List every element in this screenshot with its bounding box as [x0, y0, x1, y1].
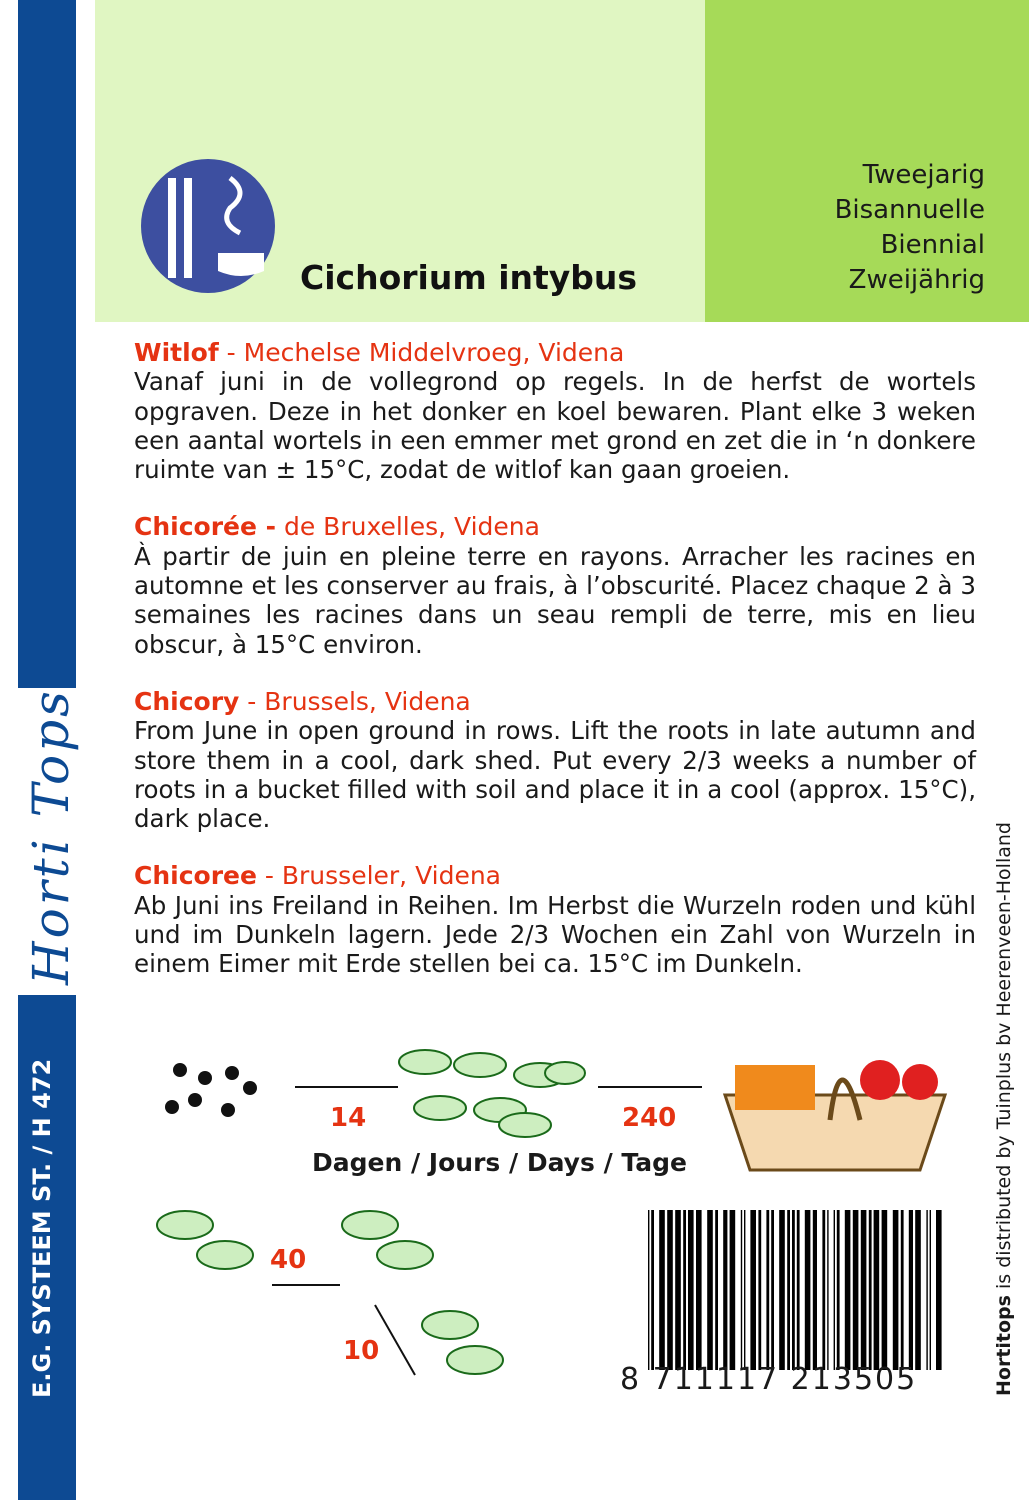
barcode-bar [930, 1210, 931, 1370]
plant-spacing: 10 [343, 1336, 380, 1366]
barcode-bar [834, 1210, 835, 1370]
barcode-bar [827, 1210, 828, 1370]
barcode-bar [792, 1210, 795, 1370]
barcode-bar [893, 1210, 899, 1370]
barcode [648, 1210, 944, 1370]
section-subtitle: - Brusseler, Videna [256, 861, 501, 891]
side-strip-top [18, 0, 76, 688]
barcode-bar [771, 1210, 774, 1370]
section-text: Ab Juni ins Freiland in Reihen. Im Herbst die Wurzeln roden und kühl und im Dunkeln lagern. Jede 2/3 Wochen ein Zahl von Wurzeln in einem Eimer mit Erde stellen bei ca. 15°C im Dunkeln. [134, 890, 976, 979]
barcode-bar [651, 1210, 654, 1370]
barcode-bar [845, 1210, 851, 1370]
barcode-bar [853, 1210, 859, 1370]
barcode-bar [659, 1210, 665, 1370]
section-subtitle: - Brussels, Videna [239, 686, 471, 716]
barcode-bar [909, 1210, 913, 1370]
barcode-bar [874, 1210, 880, 1370]
barcode-bar [882, 1210, 888, 1370]
barcode-number: 8 711117 213505 [620, 1362, 918, 1397]
barcode-bar [936, 1210, 942, 1370]
barcode-bar [730, 1210, 736, 1370]
germination-days: 14 [330, 1103, 367, 1133]
distributor-brand: Hortitops [993, 1295, 1015, 1396]
barcode-bar [837, 1210, 840, 1370]
barcode-bar [926, 1210, 927, 1370]
barcode-bar [667, 1210, 673, 1370]
lifecycle-fr: Bisannuelle [834, 195, 985, 225]
section-subtitle: de Bruxelles, Videna [276, 512, 540, 542]
section-en [134, 687, 976, 833]
barcode-bar [901, 1210, 904, 1370]
barcode-bar [696, 1210, 702, 1370]
plants-icon [157, 1211, 503, 1374]
barcode-bar [744, 1210, 745, 1370]
barcode-bar [915, 1210, 921, 1370]
barcode-bar [758, 1210, 761, 1370]
barcode-bar [723, 1210, 727, 1370]
section-title: Chicory [134, 686, 240, 716]
lifecycle-list [835, 158, 985, 298]
system-code: E.G. SYSTEEM ST. / H 472 [28, 1058, 56, 1398]
distributor-text: is distributed by Tuinplus bv Heerenveen-Holland [993, 822, 1015, 1296]
instructions [134, 338, 976, 1007]
harvest-days: 240 [622, 1103, 677, 1133]
section-text: Vanaf juni in de vollegrond op regels. In de herfst de wortels opgraven. Deze in het donker en koel bewaren. Plant elke 3 weken een aantal wortels in een emmer met grond en zet die in ‘n donkere ruimte van ± 15°C, zodat de witlof kan gaan groeien. [134, 367, 976, 485]
barcode-bar [822, 1210, 825, 1370]
kitchen-use-icon [140, 158, 276, 294]
barcode-bar [741, 1210, 742, 1370]
brand-logo: Horti Tops [22, 688, 80, 985]
lifecycle-de: Zweijährig [848, 265, 985, 295]
distributor-note [993, 822, 1015, 1396]
section-title: Chicorée - [134, 512, 277, 542]
seeds-icon [165, 1063, 257, 1117]
section-fr [134, 512, 976, 658]
section-de [134, 861, 976, 978]
barcode-bar [683, 1210, 686, 1370]
latin-name: Cichorium intybus [300, 258, 638, 297]
section-title: Witlof [134, 338, 219, 367]
lifecycle-en: Biennial [880, 230, 985, 260]
barcode-bar [813, 1210, 817, 1370]
seedlings-icon [399, 1050, 585, 1137]
barcode-bar [869, 1210, 872, 1370]
barcode-bar [675, 1210, 681, 1370]
section-text: From June in open ground in rows. Lift the roots in late autumn and store them in a cool, dark shed. Put every 2/3 weeks a number of roots in a bucket filled with soil and place it in a cool (approx. 15°C), dark place. [134, 716, 976, 834]
barcode-bar [750, 1210, 756, 1370]
row-spacing: 40 [270, 1245, 307, 1275]
lifecycle-nl: Tweejarig [862, 160, 985, 190]
days-label: Dagen / Jours / Days / Tage [312, 1148, 687, 1177]
section-nl [134, 338, 976, 484]
section-title: Chicoree [134, 861, 257, 891]
section-subtitle: - Mechelse Middelvroeg, Videna [218, 338, 625, 367]
barcode-bar [688, 1210, 694, 1370]
barcode-bar [766, 1210, 769, 1370]
barcode-bar [861, 1210, 867, 1370]
harvest-basket-icon [725, 1060, 945, 1170]
barcode-bar [648, 1210, 649, 1370]
barcode-bar [805, 1210, 811, 1370]
section-text: À partir de juin en pleine terre en rayons. Arracher les racines en automne et les conserver au frais, à l’obscurité. Placez chaque 2 à 3 semaines les racines dans un seau rempli de terre, mis en lieu obscur, à 15°C environ. [134, 541, 976, 659]
barcode-bar [715, 1210, 718, 1370]
barcode-bar [707, 1210, 713, 1370]
barcode-bar [779, 1210, 785, 1370]
barcode-bar [787, 1210, 790, 1370]
barcode-bar [797, 1210, 800, 1370]
